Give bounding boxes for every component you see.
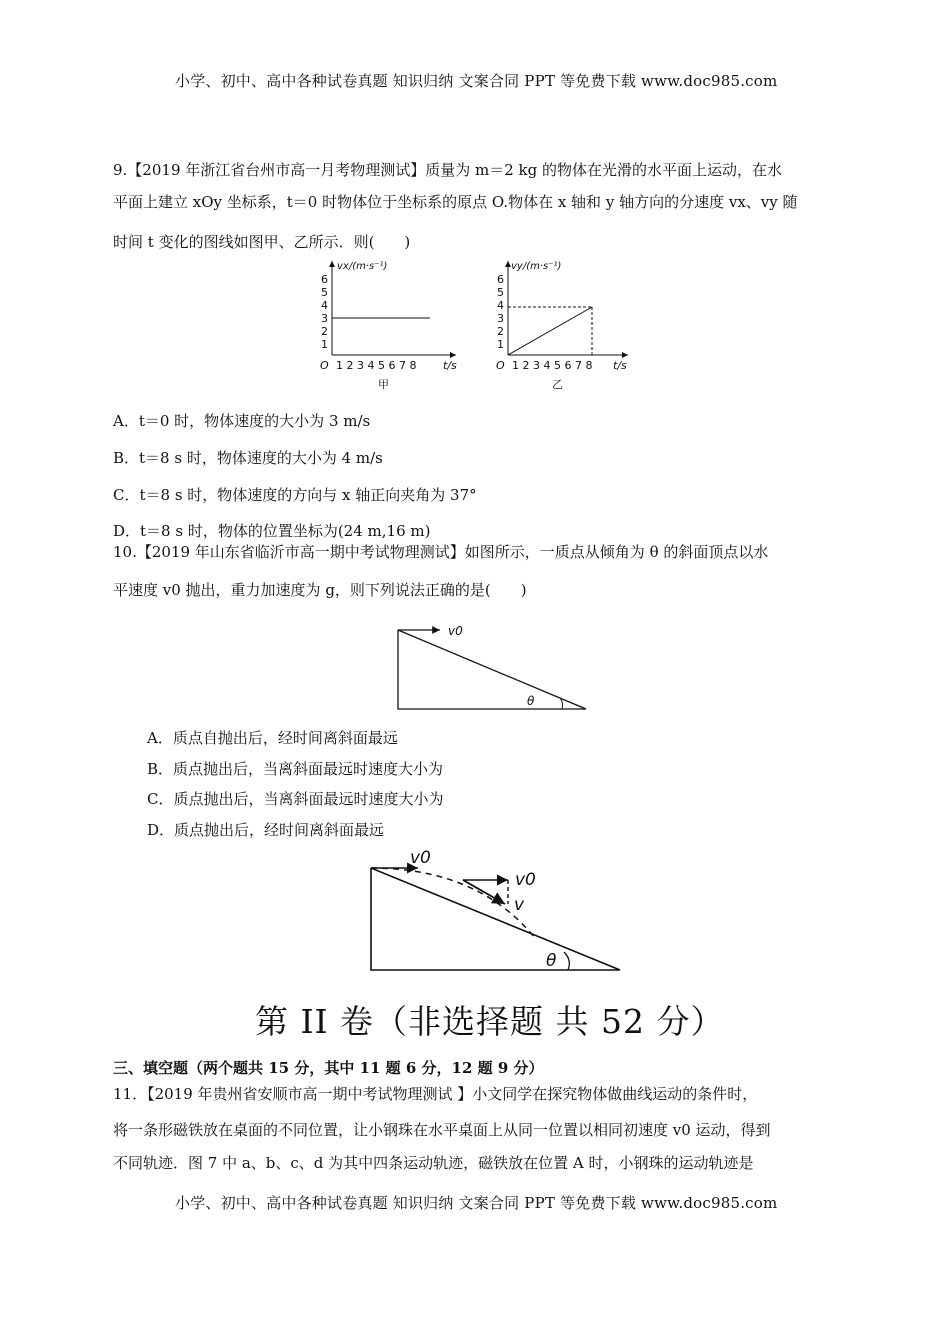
page-header: 小学、初中、高中各种试卷真题 知识归纳 文案合同 PPT 等免费下载 www.doc985.com <box>175 72 778 90</box>
q9-option-a: A．t＝0 时，物体速度的大小为 3 m/s <box>113 412 371 430</box>
graph-b-ytick: 6 <box>497 273 504 286</box>
v0-label: v0 <box>448 624 463 638</box>
graph-a-ytick: 6 <box>321 273 328 286</box>
graph-b-ytick: 5 <box>497 286 504 299</box>
q9-line3: 时间 t 变化的图线如图甲、乙所示．则( ) <box>113 233 411 251</box>
graph-a-xticks: 1 2 3 4 5 6 7 8 <box>336 359 417 372</box>
graph-b-xticks: 1 2 3 4 5 6 7 8 <box>512 359 593 372</box>
graph-b-ytick: 4 <box>497 299 504 312</box>
q10-option-b: B．质点抛出后，当离斜面最远时速度大小为 <box>147 760 444 778</box>
theta-label-2: θ <box>546 951 557 971</box>
q9-option-c: C．t＝8 s 时，物体速度的方向与 x 轴正向夹角为 37° <box>113 486 477 504</box>
graph-a-ytick: 5 <box>321 286 328 299</box>
section3-heading: 三、填空题（两个题共 15 分，其中 11 题 6 分，12 题 9 分） <box>113 1059 544 1077</box>
trajectory-figure <box>360 846 630 976</box>
v0-label-mid: v0 <box>515 870 536 890</box>
graph-a <box>318 255 468 395</box>
graph-a-origin: O <box>320 359 329 372</box>
q11-line3: 不同轨迹．图 7 中 a、b、c、d 为其中四条运动轨迹，磁铁放在位置 A 时，小钢珠的运动轨迹是 <box>113 1154 754 1172</box>
graph-a-ylabel: vx/(m·s⁻¹) <box>337 261 388 272</box>
v0-label-top: v0 <box>410 848 431 868</box>
incline-figure <box>390 618 595 713</box>
graph-a-ytick: 1 <box>321 338 328 351</box>
graph-b-origin: O <box>496 359 505 372</box>
q10-line1: 10.【2019 年山东省临沂市高一期中考试物理测试】如图所示，一质点从倾角为 θ 的斜面顶点以水 <box>113 543 769 561</box>
graph-b-xlabel: t/s <box>613 359 627 372</box>
graph-b-caption: 乙 <box>552 378 563 391</box>
page-footer: 小学、初中、高中各种试卷真题 知识归纳 文案合同 PPT 等免费下载 www.doc985.com <box>175 1194 778 1212</box>
q10-line2: 平速度 v0 抛出，重力加速度为 g，则下列说法正确的是( ) <box>113 581 527 599</box>
q9-option-b: B．t＝8 s 时，物体速度的大小为 4 m/s <box>113 449 383 467</box>
theta-arc-2 <box>564 952 569 970</box>
q9-option-d: D．t＝8 s 时，物体的位置坐标为(24 m,16 m) <box>113 522 431 540</box>
q9-line1: 9.【2019 年浙江省台州市高一月考物理测试】质量为 m＝2 kg 的物体在光滑的水平面上运动，在水 <box>113 161 783 179</box>
q10-option-c: C．质点抛出后，当离斜面最远时速度大小为 <box>147 790 444 808</box>
v-arrow <box>463 880 505 904</box>
graph-b-ytick: 3 <box>497 312 504 325</box>
graph-b-ytick: 1 <box>497 338 504 351</box>
graph-a-ytick: 4 <box>321 299 328 312</box>
graph-b-ytick: 2 <box>497 325 504 338</box>
graph-a-ytick: 2 <box>321 325 328 338</box>
graph-a-ytick: 3 <box>321 312 328 325</box>
graph-a-caption: 甲 <box>378 378 389 391</box>
graph-b-ylabel: vy/(m·s⁻¹) <box>511 261 562 272</box>
q9-line2: 平面上建立 xOy 坐标系，t＝0 时物体位于坐标系的原点 O.物体在 x 轴和 y 轴方向的分速度 vx、vy 随 <box>113 193 798 211</box>
graph-a-xlabel: t/s <box>443 359 457 372</box>
q11-line1: 11．【2019 年贵州省安顺市高一期中考试物理测试 】小文同学在探究物体做曲线运动的条件时， <box>113 1085 758 1103</box>
theta-label: θ <box>527 694 535 708</box>
graph-b-line <box>508 307 592 355</box>
section-title: 第 II 卷（非选择题 共 52 分） <box>255 1002 725 1041</box>
v-label: v <box>514 895 525 915</box>
incline-triangle <box>398 630 586 709</box>
q10-option-a: A．质点自抛出后，经时间离斜面最远 <box>147 729 398 747</box>
incline-triangle-2 <box>371 868 620 970</box>
q11-line2: 将一条形磁铁放在桌面的不同位置，让小钢珠在水平桌面上从同一位置以相同初速度 v0 运动，得到 <box>113 1121 771 1139</box>
graph-b <box>494 255 644 395</box>
q10-option-d: D．质点抛出后，经时间离斜面最远 <box>147 821 385 839</box>
